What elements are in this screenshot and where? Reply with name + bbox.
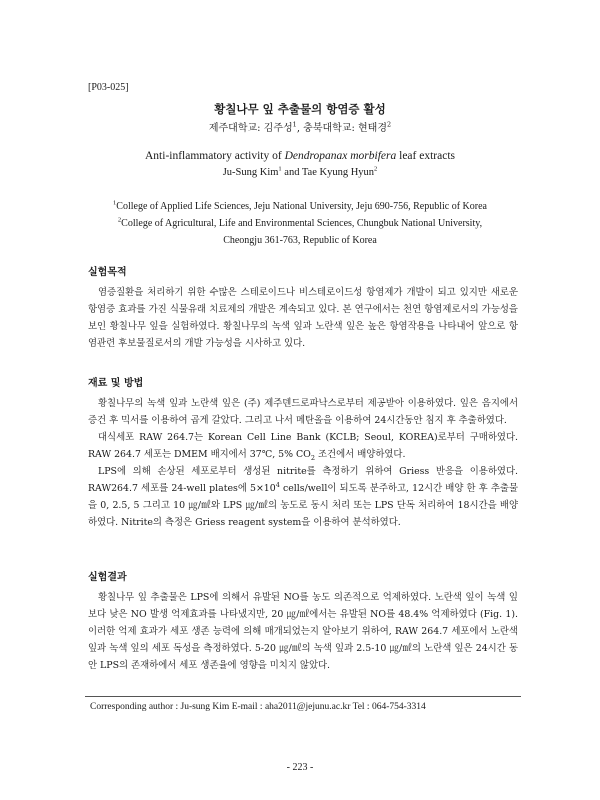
affiliation-2 [80, 215, 520, 232]
methods-p2-text-a: 대식세포 RAW 264.7는 Korean Cell Line Bank (KCLB; Seoul, KOREA)로부터 구매하였다. RAW 264.7 세포는 DMEM 배지에서 37℃, 5% CO [88, 432, 518, 460]
section-methods-heading: 재료 및 방법 [88, 378, 144, 389]
english-title [0, 150, 600, 162]
affiliation-2-mark: 2 [117, 216, 122, 224]
english-authors [0, 167, 600, 178]
affiliation-1 [80, 198, 520, 215]
methods-p3-text-a: LPS에 의해 손상된 세포로부터 생성된 nitrite를 측정하기 위하여 Griess 반응을 이용하였다. RAW264.7 세포를 24-well plates에 5×10 [88, 466, 518, 494]
korean-authors [0, 119, 600, 134]
corresponding-author: Corresponding author : Ju-sung Kim E-mail : aha2011@jejunu.ac.kr Tel : 064-754-3314 [90, 702, 426, 712]
english-author-2: and Tae Kyung Hyun [281, 167, 375, 178]
english-author-1: Ju-Sung Kim [222, 167, 279, 178]
korean-author-1: 제주대학교: 김주성 [208, 123, 293, 134]
methods-p2-text-b: 조건에서 배양하였다. [315, 449, 406, 460]
korean-author-2-mark: 2 [387, 120, 392, 129]
methods-p2-subscript: 2 [310, 453, 316, 462]
affiliation-1-text: College of Applied Life Sciences, Jeju National University, Jeju 690-756, Republic of Korea [116, 201, 487, 212]
page-number: - 223 - [286, 762, 314, 773]
section-methods [88, 377, 518, 531]
english-author-2-mark: 2 [374, 165, 378, 173]
affiliation-1-mark: 1 [113, 199, 117, 207]
methods-p3-text-b: cells/well이 되도록 분주하고, 12시간 배양 한 후 추출물을 0, 2.5, 5 그리고 10 ㎍/㎖와 LPS ㎍/㎖의 농도로 동시 처리 또는 LPS 단독 처리하여 18시간을 배양하였다. Nitrite의 측정은 Griess reagent system을 이용하여 분석하였다. [88, 483, 519, 528]
section-purpose [88, 266, 518, 352]
methods-p3-superscript: 4 [275, 480, 280, 489]
section-results-heading: 실험결과 [88, 572, 127, 583]
section-purpose-heading: 실험목적 [88, 267, 127, 278]
affiliation-2-text: College of Agricultural, Life and Environmental Sciences, Chungbuk National University, [121, 218, 483, 229]
english-title-end: leaf extracts [396, 150, 455, 162]
english-title-species: Dendropanax morbifera [284, 150, 397, 162]
english-author-1-mark: 1 [278, 165, 282, 173]
abstract-code: [P03-025] [88, 82, 129, 93]
section-methods-paragraph-1: 황칠나무의 녹색 잎과 노란색 잎은 (주) 제주덴드로파낙스로부터 제공받아 이용하였다. 잎은 음지에서 증건 후 믹서를 이용하여 곱게 갈았다. 그리고 나서 메탄올을 이용하여 24시간동안 침지 후 추출하였다. [88, 398, 518, 426]
section-purpose-paragraph: 염증질환을 처리하기 위한 수많은 스테로이드나 비스테로이드성 항염제가 개발이 되고 있지만 새로운 항염증 효과를 가진 식물유래 치료제의 개발은 계속되고 있다. 본 연구에서는 천연 항염제로서의 가능성을 보인 황칠나무 잎을 실험하였다. 황칠나무의 녹색 잎과 노란색 잎은 높은 항염작용을 나타내어 앞으로 항염관련 후보물질로서의 개발 가능성을 시사하고 있다. [88, 287, 518, 349]
affiliations [80, 198, 520, 249]
section-results [88, 571, 518, 674]
korean-title: 황칠나무 잎 추출물의 항염증 활성 [214, 102, 386, 116]
section-methods-paragraph-2 [88, 429, 518, 463]
korean-author-1-mark: 1 [292, 120, 297, 129]
affiliation-2-continued: Cheongju 361-763, Republic of Korea [223, 235, 377, 246]
footer-divider [85, 696, 521, 697]
korean-author-2: , 충북대학교: 현태경 [296, 123, 387, 134]
section-methods-paragraph-3 [88, 463, 518, 531]
section-results-paragraph: 황칠나무 잎 추출물은 LPS에 의해서 유발된 NO를 농도 의존적으로 억제하였다. 노란색 잎이 녹색 잎보다 낮은 NO 발생 억제효과를 나타냈지만, 20 ㎍/㎖에서는 유발된 NO를 48.4% 억제하였다 (Fig. 1). 이러한 억제 효과가 세포 생존 능력에 의해 매개되었는지 알아보기 위하여, RAW 264.7 세포에서 노란색 잎과 녹색 잎의 세포 독성을 측정하였다. 5-20 ㎍/㎖의 녹색 잎과 2.5-10 ㎍/㎖의 노란색 잎은 24시간 동안 LPS의 존재하에서 세포 생존율에 영향을 미치지 않았다. [88, 592, 518, 671]
english-title-start: Anti-inflammatory activity of [145, 150, 285, 162]
